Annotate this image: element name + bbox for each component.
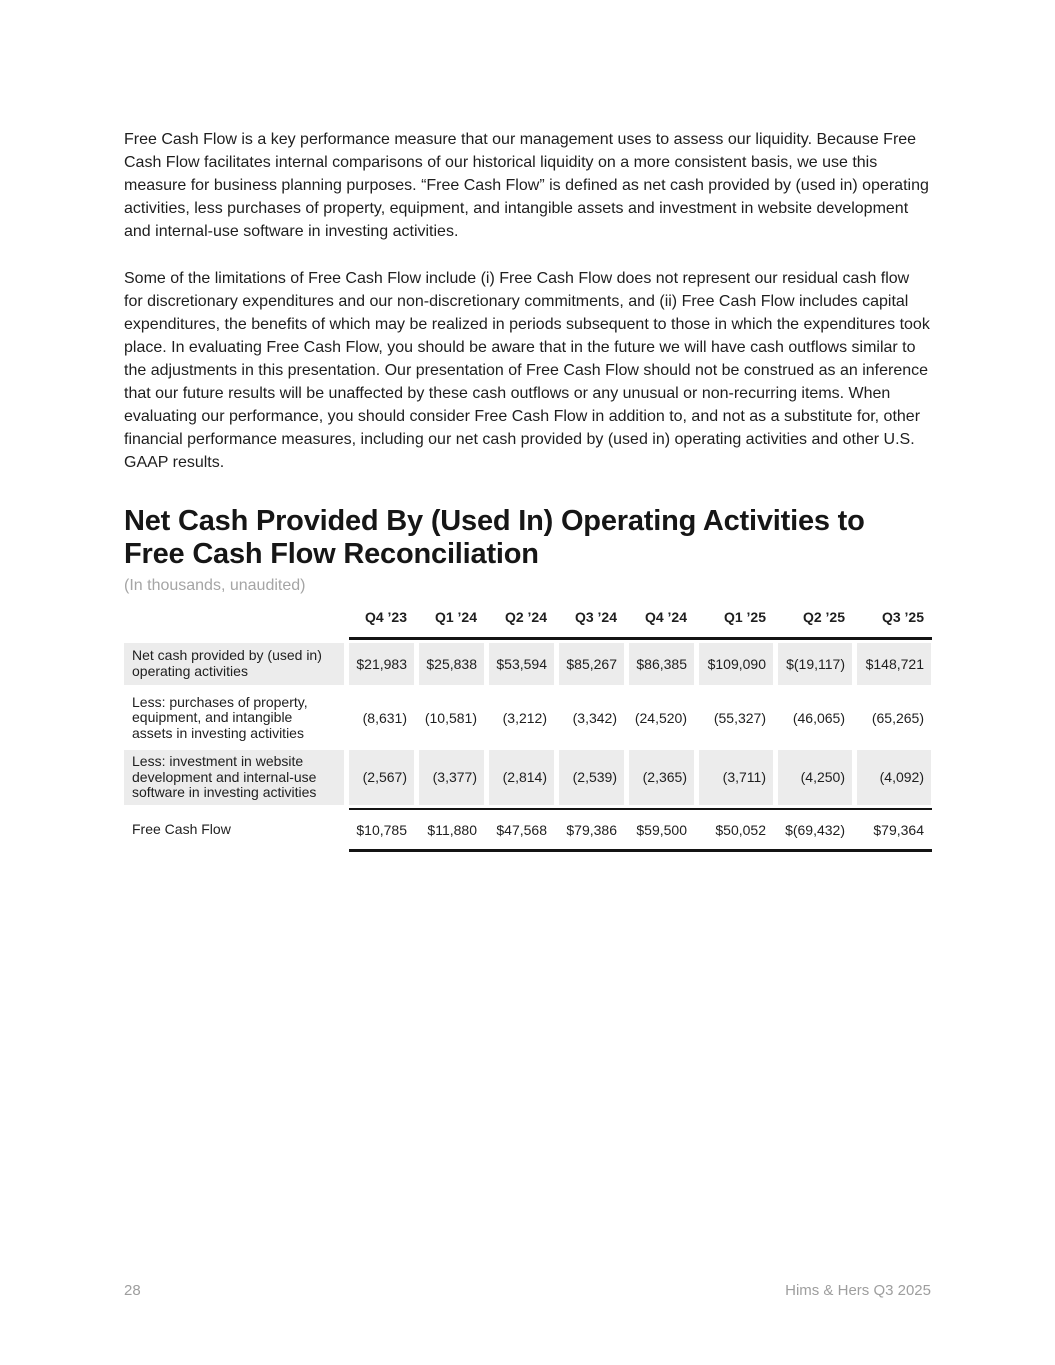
table-cell: $109,090 bbox=[699, 643, 773, 685]
row-label: Free Cash Flow bbox=[132, 821, 231, 838]
row-label: Net cash provided by (used in) operating activities bbox=[124, 643, 344, 685]
table-cell: (2,814) bbox=[489, 750, 554, 805]
table-row-free-cash-flow bbox=[124, 811, 932, 849]
table-rule-above-total bbox=[349, 808, 932, 811]
paragraph-fcf-definition: Free Cash Flow is a key performance measure that our management uses to assess our liquidity. Because Free Cash Flow facilitates internal comparisons of our historical liquidity on a more consistent basis, we use this measure for business planning purposes. “Free Cash Flow” is defined as net cash provided by (used in) operating activities, less purchases of property, equipment, and intangible assets and investment in website development and internal-use software in investing activities. bbox=[124, 131, 929, 240]
table-cell: (3,212) bbox=[502, 709, 547, 726]
table-cell: (4,250) bbox=[778, 750, 852, 805]
row-label: Less: investment in website development and internal-use software in investing activities bbox=[124, 750, 344, 805]
table-row-website-development bbox=[124, 750, 932, 805]
table-cell: (65,265) bbox=[871, 709, 924, 726]
table-cell: $10,785 bbox=[356, 822, 407, 838]
table-row-operating-activities bbox=[124, 643, 932, 685]
table-cell: $53,594 bbox=[489, 643, 554, 685]
table-cell: $(19,117) bbox=[778, 643, 852, 685]
table-cell: $85,267 bbox=[559, 643, 624, 685]
table-rule-top bbox=[349, 637, 932, 640]
table-header-row bbox=[124, 609, 932, 637]
reconciliation-table bbox=[124, 609, 932, 852]
column-header-q3-25: Q3 ’25 bbox=[881, 609, 924, 625]
table-cell: $(69,432) bbox=[785, 822, 845, 838]
table-cell: (3,342) bbox=[572, 709, 617, 726]
table-cell: $11,880 bbox=[427, 822, 477, 838]
column-header-q3-24: Q3 ’24 bbox=[574, 609, 617, 625]
table-cell: (2,539) bbox=[559, 750, 624, 805]
table-cell: $21,983 bbox=[349, 643, 414, 685]
table-cell: (4,092) bbox=[857, 750, 931, 805]
column-header-q1-25: Q1 ’25 bbox=[723, 609, 766, 625]
section-subtitle: (In thousands, unaudited) bbox=[124, 577, 306, 594]
column-header-q4-23: Q4 ’23 bbox=[364, 609, 407, 625]
paragraph-fcf-limitations: Some of the limitations of Free Cash Flow include (i) Free Cash Flow does not represent our residual cash flow for discretionary expenditures and our non-discretionary commitments, and (ii) Free Cash Flow includes capital expenditures, the benefits of which may be realized in periods subsequent to those in which the expenditures took place. In evaluating Free Cash Flow, you should be aware that in the future we will have cash outflows similar to the adjustments in this presentation. Our presentation of Free Cash Flow should not be construed as an inference that our future results will be unaffected by these cash outflows or any unusual or non-recurring items. When evaluating our performance, you should consider Free Cash Flow in addition to, and not as a substitute for, other financial performance measures, including our net cash provided by (used in) operating activities and other U.S. GAAP results. bbox=[124, 270, 930, 471]
table-cell: (46,065) bbox=[792, 709, 845, 726]
column-header-q2-24: Q2 ’24 bbox=[504, 609, 547, 625]
table-cell: (3,377) bbox=[419, 750, 484, 805]
table-cell: $79,364 bbox=[873, 822, 924, 838]
column-header-q4-24: Q4 ’24 bbox=[644, 609, 687, 625]
table-rule-bottom bbox=[349, 849, 932, 852]
table-cell: $25,838 bbox=[419, 643, 484, 685]
table-cell: (24,520) bbox=[634, 709, 687, 726]
table-cell: $148,721 bbox=[857, 643, 931, 685]
column-header-q2-25: Q2 ’25 bbox=[802, 609, 845, 625]
header-spacer bbox=[124, 609, 344, 637]
section-title: Net Cash Provided By (Used In) Operating Activities to Free Cash Flow Reconciliation bbox=[124, 505, 865, 570]
page-footer bbox=[124, 1282, 931, 1299]
table-cell: (8,631) bbox=[362, 709, 407, 726]
table-cell: $86,385 bbox=[629, 643, 694, 685]
page-content bbox=[124, 128, 932, 852]
table-cell: (10,581) bbox=[424, 709, 477, 726]
row-label: Less: purchases of property, equipment, and intangible assets in investing activities bbox=[132, 693, 308, 741]
table-row-purchases-property bbox=[124, 691, 932, 746]
table-cell: $50,052 bbox=[715, 822, 766, 838]
page-number: 28 bbox=[124, 1282, 141, 1299]
table-cell: $79,386 bbox=[566, 822, 617, 838]
table-cell: (3,711) bbox=[699, 750, 773, 805]
table-cell: (2,567) bbox=[349, 750, 414, 805]
table-cell: $47,568 bbox=[496, 822, 547, 838]
table-cell: (2,365) bbox=[629, 750, 694, 805]
table-cell: (55,327) bbox=[713, 709, 766, 726]
column-header-q1-24: Q1 ’24 bbox=[434, 609, 477, 625]
table-cell: $59,500 bbox=[636, 822, 687, 838]
footer-brand: Hims & Hers Q3 2025 bbox=[785, 1282, 931, 1299]
